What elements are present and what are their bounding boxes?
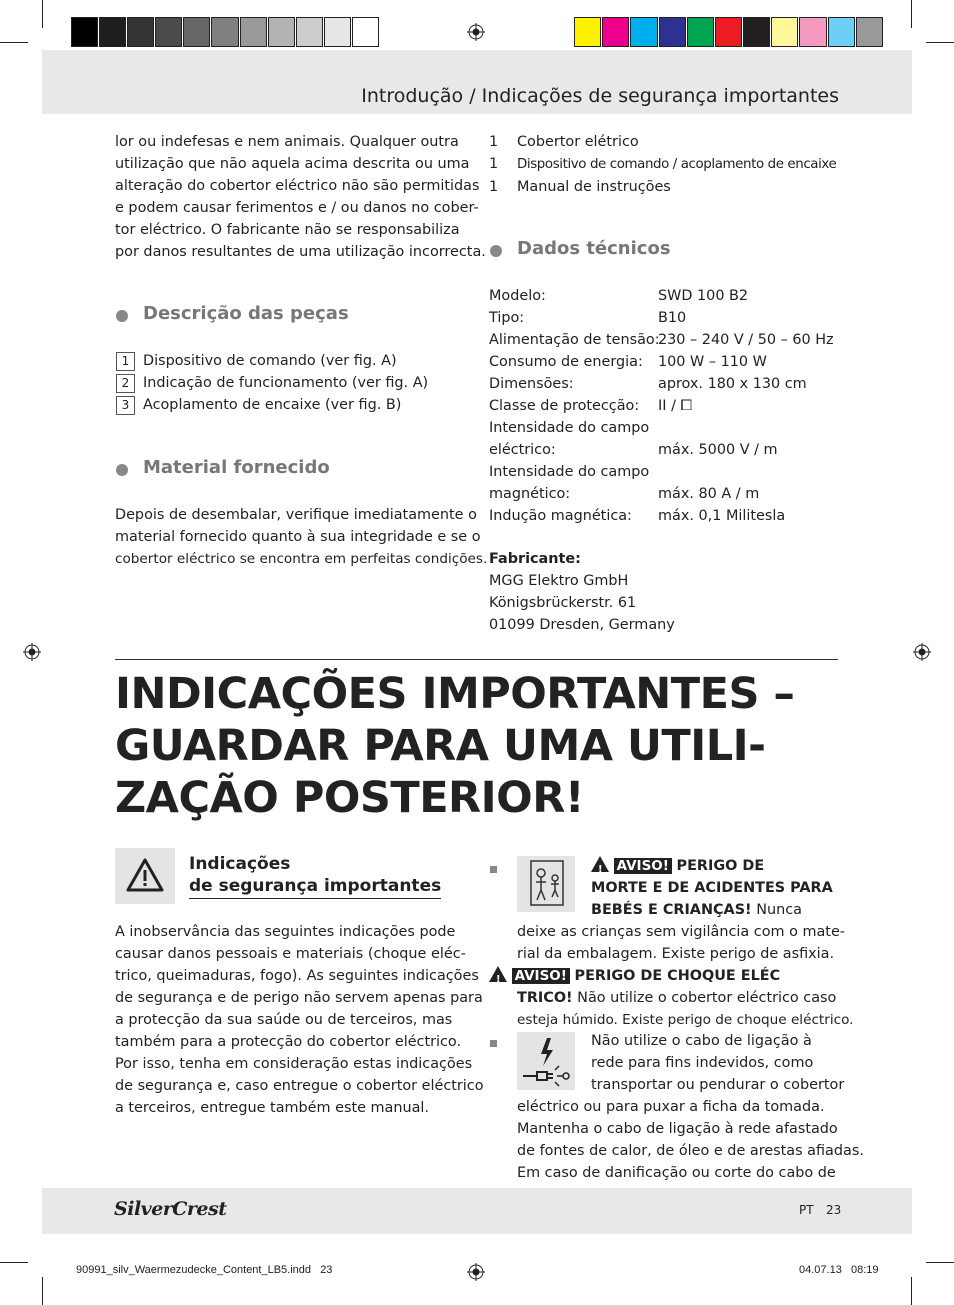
part-number-badge: 2 xyxy=(116,374,135,393)
text-line: também para a protecção do cobertor eléctrico. xyxy=(115,1034,462,1050)
item-qty: 1 xyxy=(489,156,499,172)
part-number-badge: 3 xyxy=(116,396,135,415)
warning-line xyxy=(489,965,854,987)
color-swatch xyxy=(324,17,351,47)
registration-mark-icon xyxy=(467,23,485,41)
text-line: causar danos pessoais e materiais (choque eléc- xyxy=(115,946,466,962)
text-line: de segurança e, caso entregue o cobertor eléctrico xyxy=(115,1078,484,1094)
aviso-badge: AVISO! xyxy=(614,858,672,874)
color-bar xyxy=(574,17,884,47)
crop-mark xyxy=(926,1262,954,1263)
tech-label: Consumo de energia: xyxy=(489,354,643,370)
warning-3 xyxy=(591,1030,844,1096)
tech-row xyxy=(489,461,849,483)
tech-label: magnético: xyxy=(489,486,571,502)
text-line: deixe as crianças sem vigilância com o mate- xyxy=(517,924,845,940)
brand-logo: SilverCrest xyxy=(114,1198,227,1220)
list-bullet-icon xyxy=(490,866,497,873)
tech-value: máx. 5000 V / m xyxy=(658,442,778,458)
tech-value: 230 – 240 V / 50 – 60 Hz xyxy=(658,332,834,348)
color-swatch xyxy=(602,17,629,47)
title-line: ZAÇÃO POSTERIOR! xyxy=(115,773,584,823)
list-item xyxy=(489,176,836,198)
grayscale-bar xyxy=(71,17,380,47)
main-title xyxy=(115,668,794,824)
child-danger-icon xyxy=(517,856,575,912)
text-line: alteração do cobertor eléctrico não são permitidas xyxy=(115,178,480,194)
contents-list xyxy=(489,131,836,198)
color-swatch xyxy=(211,17,238,47)
part-label: Indicação de funcionamento (ver fig. A) xyxy=(143,375,429,391)
warning-bold: PERIGO DE CHOQUE ELÉC xyxy=(574,968,781,984)
tech-value: B10 xyxy=(658,310,687,326)
registration-mark-icon xyxy=(23,643,41,661)
manufacturer-block xyxy=(489,548,675,636)
warning-icon xyxy=(591,856,609,872)
text-line: 01099 Dresden, Germany xyxy=(489,617,675,633)
tech-row xyxy=(489,483,849,505)
tech-value: aprox. 180 x 130 cm xyxy=(658,376,807,392)
tech-label: Indução magnética: xyxy=(489,508,632,524)
warning-text: Nunca xyxy=(751,902,802,918)
text-line: por danos resultantes de uma utilização incorrecta. xyxy=(115,244,486,260)
warning-line xyxy=(591,855,841,877)
title-line: INDICAÇÕES IMPORTANTES – xyxy=(115,669,795,719)
color-swatch xyxy=(856,17,883,47)
tech-value: SWD 100 B2 xyxy=(658,288,749,304)
tech-row xyxy=(489,505,849,527)
tech-label: Classe de protecção: xyxy=(489,398,640,414)
crop-mark xyxy=(911,1277,912,1305)
color-swatch xyxy=(296,17,323,47)
color-swatch xyxy=(715,17,742,47)
section-bullet-icon xyxy=(116,464,128,476)
color-swatch xyxy=(71,17,98,47)
warning-text: Não utilize o cobertor eléctrico caso xyxy=(572,990,837,1006)
part-label: Dispositivo de comando (ver fig. A) xyxy=(143,353,397,369)
crop-mark xyxy=(42,1277,43,1305)
color-swatch xyxy=(155,17,182,47)
warning-icon xyxy=(489,966,507,982)
item-text: Manual de instruções xyxy=(517,179,671,195)
color-swatch xyxy=(99,17,126,47)
text-line: de segurança e de perigo não servem apenas para xyxy=(115,990,483,1006)
safety-heading xyxy=(189,853,441,899)
text-line: utilização que não aquela acima descrita ou uma xyxy=(115,156,470,172)
part-label: Acoplamento de encaixe (ver fig. B) xyxy=(143,397,402,413)
warning-triangle-box xyxy=(115,848,175,904)
slug-date: 04.07.13 08:19 xyxy=(799,1264,879,1276)
warning-1-cont xyxy=(517,921,845,965)
tech-label: Intensidade do campo xyxy=(489,464,650,480)
text-line: A inobservância das seguintes indicações pode xyxy=(115,924,456,940)
text-line: tor eléctrico. O fabricante não se responsabiliza xyxy=(115,222,460,238)
text-line: eléctrico ou para puxar a ficha da tomada. xyxy=(517,1099,825,1115)
manufacturer-label: Fabricante: xyxy=(489,551,581,567)
warning-triangle-icon xyxy=(115,848,175,904)
warning-line xyxy=(489,987,854,1009)
color-swatch xyxy=(630,17,657,47)
page-number: 23 xyxy=(826,1203,842,1217)
warning-bold: BEBÉS E CRIANÇAS! xyxy=(591,902,752,918)
text-line: e podem causar ferimentos e / ou danos no cober- xyxy=(115,200,479,216)
parts-heading: Descrição das peças xyxy=(143,303,349,324)
warning-line xyxy=(591,877,841,899)
text-line: Por isso, tenha em consideração estas indicações xyxy=(115,1056,473,1072)
text-line: lor ou indefesas e nem animais. Qualquer outra xyxy=(115,134,459,150)
supplied-heading: Material fornecido xyxy=(143,457,330,478)
tech-heading: Dados técnicos xyxy=(517,238,671,259)
tech-label: Dimensões: xyxy=(489,376,574,392)
tech-value: máx. 0,1 Militesla xyxy=(658,508,786,524)
color-swatch xyxy=(574,17,601,47)
aviso-badge: AVISO! xyxy=(512,968,570,984)
intro-text xyxy=(115,131,486,263)
color-swatch xyxy=(127,17,154,47)
crop-mark xyxy=(926,42,954,43)
tech-value: 100 W – 110 W xyxy=(658,354,767,370)
section-bullet-icon xyxy=(490,245,502,257)
item-qty: 1 xyxy=(489,134,499,150)
slug-file: 90991_silv_Waermezudecke_Content_LB5.indd 23 xyxy=(76,1264,333,1276)
tech-row xyxy=(489,373,849,395)
part-number-badge: 1 xyxy=(116,352,135,371)
text-line: de fontes de calor, de óleo e de arestas afiadas. xyxy=(517,1143,864,1159)
text-line: rede para fins indevidos, como xyxy=(591,1055,814,1071)
item-qty: 1 xyxy=(489,179,499,195)
list-item xyxy=(489,153,836,176)
text-line: rial da embalagem. Existe perigo de asfixia. xyxy=(517,946,835,962)
text-line: a protecção da sua saúde ou de terceiros, mas xyxy=(115,1012,453,1028)
crop-mark xyxy=(0,42,28,43)
safety-text xyxy=(115,921,484,1119)
warning-2 xyxy=(489,965,854,1031)
page-header-title: Introdução / Indicações de segurança importantes xyxy=(361,85,839,107)
tech-label: Tipo: xyxy=(489,310,525,326)
crop-mark xyxy=(0,1262,28,1263)
registration-mark-icon xyxy=(467,1263,485,1281)
warning-line xyxy=(591,899,841,921)
item-text: Dispositivo de comando / acoplamento de encaixe xyxy=(517,157,837,172)
text-line: Mantenha o cabo de ligação à rede afastado xyxy=(517,1121,838,1137)
warning-bold: MORTE E DE ACIDENTES PARA xyxy=(591,880,833,896)
warning-line: esteja húmido. Existe perigo de choque eléctrico. xyxy=(517,1012,854,1028)
tech-row xyxy=(489,351,849,373)
tech-row xyxy=(489,329,849,351)
color-swatch xyxy=(771,17,798,47)
child-danger-pictogram xyxy=(517,856,575,912)
crop-mark xyxy=(911,0,912,28)
color-swatch xyxy=(352,17,379,47)
list-bullet-icon xyxy=(490,1040,497,1047)
color-swatch xyxy=(659,17,686,47)
color-swatch xyxy=(743,17,770,47)
section-bullet-icon xyxy=(116,310,128,322)
color-swatch xyxy=(799,17,826,47)
safety-heading-line: de segurança importantes xyxy=(189,875,441,899)
color-swatch xyxy=(183,17,210,47)
list-item xyxy=(489,131,836,153)
title-line: GUARDAR PARA UMA UTILI- xyxy=(115,721,766,771)
tech-label: eléctrico: xyxy=(489,442,556,458)
tech-row xyxy=(489,439,849,461)
tech-row xyxy=(489,395,849,417)
tech-row xyxy=(489,417,849,439)
crop-mark xyxy=(42,0,43,28)
electric-shock-pictogram xyxy=(517,1032,575,1090)
text-line: transportar ou pendurar o cobertor xyxy=(591,1077,845,1093)
text-line: MGG Elektro GmbH xyxy=(489,573,629,589)
text-line: Königsbrückerstr. 61 xyxy=(489,595,637,611)
tech-label: Alimentação de tensão: xyxy=(489,332,660,348)
tech-value: II / ⧠ xyxy=(658,398,692,414)
safety-heading-line: Indicações xyxy=(189,854,291,874)
text-line: cobertor eléctrico se encontra em perfeitas condições. xyxy=(115,551,488,567)
warning-3-cont xyxy=(517,1096,864,1184)
registration-mark-icon xyxy=(913,643,931,661)
electric-shock-icon xyxy=(517,1032,575,1090)
supplied-text xyxy=(115,504,487,570)
tech-row xyxy=(489,307,849,329)
item-text: Cobertor elétrico xyxy=(517,134,639,150)
text-line: Depois de desembalar, verifique imediatamente o xyxy=(115,507,477,523)
warning-bold: PERIGO DE xyxy=(676,858,765,874)
text-line: a terceiros, entregue também este manual. xyxy=(115,1100,430,1116)
text-line: trico, queimaduras, fogo). As seguintes indicações xyxy=(115,968,479,984)
text-line: material fornecido quanto à sua integridade e se o xyxy=(115,529,481,545)
color-swatch xyxy=(828,17,855,47)
color-swatch xyxy=(240,17,267,47)
tech-table xyxy=(489,285,849,527)
warning-bold: TRICO! xyxy=(517,990,573,1006)
warning-1 xyxy=(591,855,841,921)
color-swatch xyxy=(687,17,714,47)
tech-row xyxy=(489,285,849,307)
text-line: Não utilize o cabo de ligação à xyxy=(591,1033,812,1049)
tech-value: máx. 80 A / m xyxy=(658,486,760,502)
color-swatch xyxy=(268,17,295,47)
tech-label: Intensidade do campo xyxy=(489,420,650,436)
footer-lang: PT xyxy=(799,1203,814,1217)
divider xyxy=(115,659,838,660)
tech-label: Modelo: xyxy=(489,288,546,304)
text-line: Em caso de danificação ou corte do cabo de xyxy=(517,1165,836,1181)
